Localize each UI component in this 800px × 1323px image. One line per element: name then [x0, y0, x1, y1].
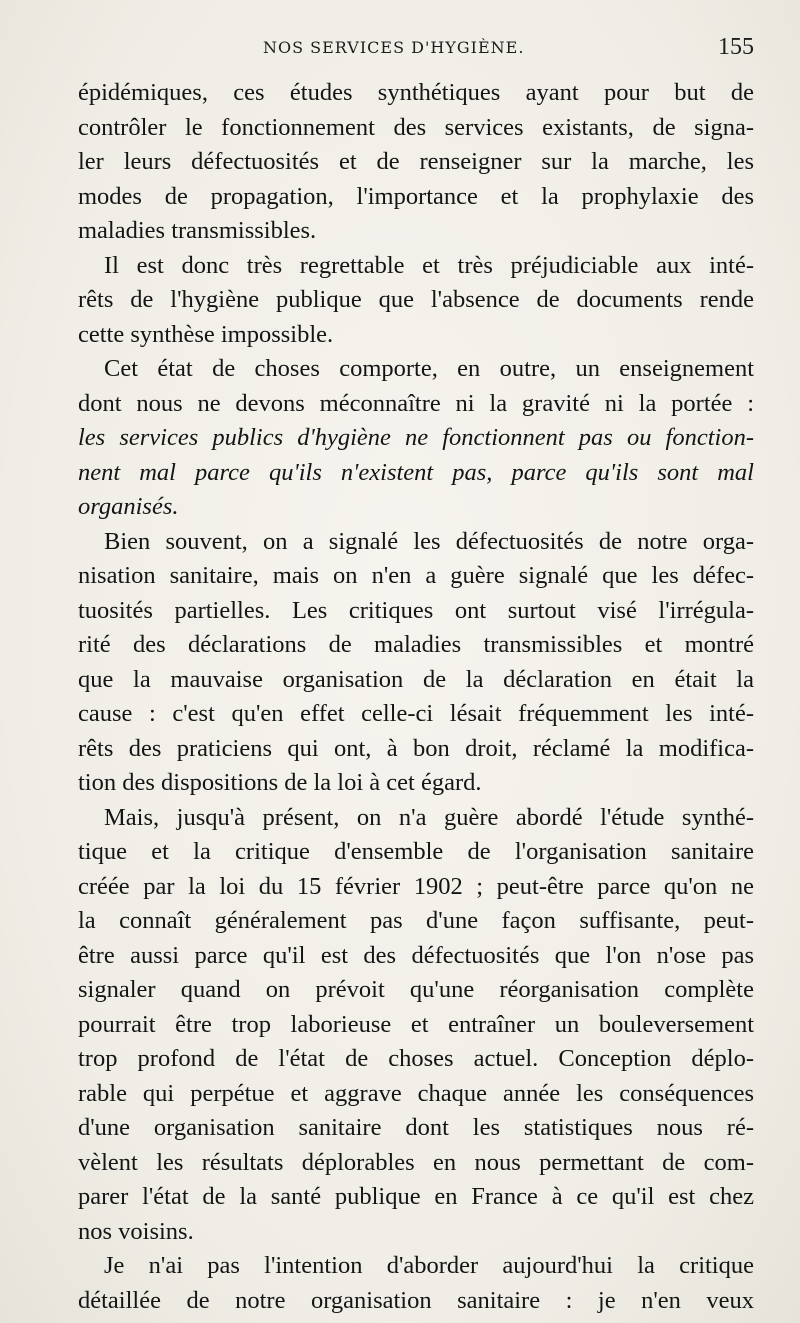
text-line: parer l'état de la santé publique en France à ce qu'il est chez [78, 1183, 754, 1210]
text-line: rité des déclarations de maladies transmissibles et montré [78, 631, 754, 658]
text-line: tique et la critique d'ensemble de l'organisation sanitaire [78, 838, 754, 865]
text-line: pourrait être trop laborieuse et entraîner un bouleversement [78, 1010, 754, 1038]
text-line: d'une organisation sanitaire dont les statistiques nous ré- [78, 1114, 754, 1141]
text-line: trop profond de l'état de choses actuel. Conception déplo- [78, 1045, 754, 1072]
text-line: tuosités partielles. Les critiques ont surtout visé l'irrégula- [78, 596, 754, 624]
text-line: rêts des praticiens qui ont, à bon droit, réclamé la modifica- [78, 734, 754, 762]
text-line: dont nous ne devons méconnaître ni la gravité ni la portée : [78, 389, 754, 417]
text-line-italic: organisés. [78, 493, 179, 520]
text-line: Il est donc très regrettable et très préjudiciable aux inté- [104, 251, 754, 279]
text-line: contrôler le fonctionnement des services existants, de signa- [78, 113, 754, 141]
text-line-italic: nent mal parce qu'ils n'existent pas, parce qu'ils sont mal [78, 458, 754, 486]
text-line: tion des dispositions de la loi à cet égard. [78, 769, 482, 796]
text-line: rable qui perpétue et aggrave chaque année les conséquences [78, 1079, 754, 1107]
text-line: Je n'ai pas l'intention d'aborder aujourd'hui la critique [104, 1252, 754, 1279]
text-line: Mais, jusqu'à présent, on n'a guère abordé l'étude synthé- [104, 803, 754, 831]
text-line: rêts de l'hygiène publique que l'absence de documents rende [78, 286, 754, 313]
text-line: épidémiques, ces études synthétiques ayant pour but de [78, 79, 754, 106]
text-line: signaler quand on prévoit qu'une réorganisation complète [78, 976, 754, 1003]
text-line: créée par la loi du 15 février 1902 ; peut-être parce qu'on ne [78, 872, 754, 900]
text-line: cause : c'est qu'en effet celle-ci lésait fréquemment les inté- [78, 700, 754, 727]
text-line: modes de propagation, l'importance et la prophylaxie des [78, 182, 754, 210]
text-line: être aussi parce qu'il est des défectuosités que l'on n'ose pas [78, 941, 754, 969]
text-line: maladies transmissibles. [78, 217, 317, 244]
text-line: Cet état de choses comporte, en outre, un enseignement [104, 355, 754, 382]
running-head: NOS SERVICES D'HYGIÈNE. [263, 38, 525, 57]
text-line: que la mauvaise organisation de la déclaration en était la [78, 665, 754, 693]
text-line: ler leurs défectuosités et de renseigner sur la marche, les [78, 148, 754, 175]
page-header [78, 36, 754, 66]
body-text [78, 76, 754, 1318]
text-line: détaillée de notre organisation sanitaire : je n'en veux [78, 1286, 754, 1314]
text-line: la connaît généralement pas d'une façon suffisante, peut- [78, 907, 754, 934]
text-line-italic: les services publics d'hygiène ne fonctionnent pas ou fonction- [78, 424, 754, 451]
text-line: nisation sanitaire, mais on n'en a guère signalé que les défec- [78, 562, 754, 589]
text-line: vèlent les résultats déplorables en nous permettant de com- [78, 1148, 754, 1176]
text-line: nos voisins. [78, 1217, 194, 1245]
text-line: cette synthèse impossible. [78, 320, 334, 348]
text-line: Bien souvent, on a signalé les défectuosités de notre orga- [104, 527, 754, 555]
page-number: 155 [718, 34, 754, 60]
